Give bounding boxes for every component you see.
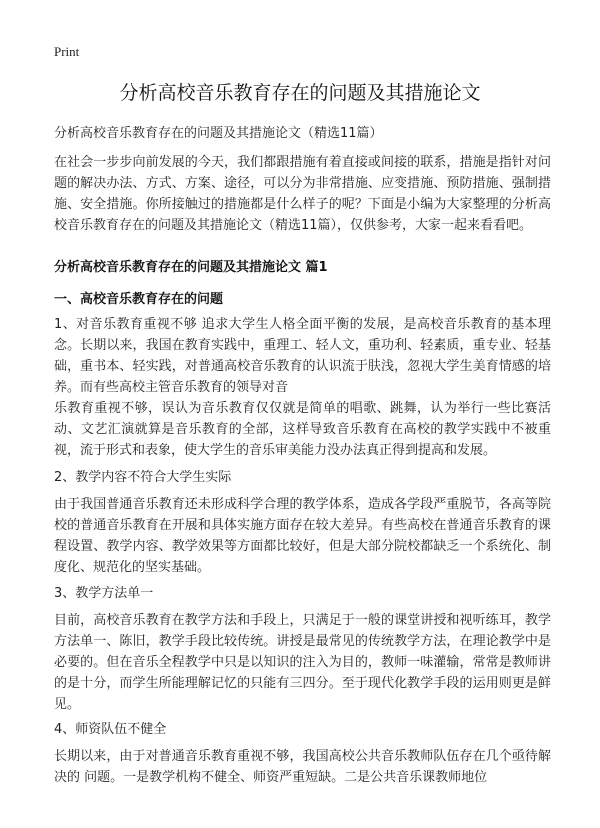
item-4-paragraph: 长期以来，由于对普通音乐教育重视不够，我国高校公共音乐教师队伍存在几个亟待解决的 问题。一是教学机构不健全、师资严重短缺。二是公共音乐课教师地位 <box>54 749 551 785</box>
section-heading: 一、高校音乐教育存在的问题 <box>54 292 224 307</box>
item-1-paragraph-2: 乐教育重视不够，误认为音乐教育仅仅就是简单的唱歌、跳舞，认为举行一些比赛活动、文艺汇演就算是音乐教育的全部，这样导致音乐教育在高校的教学实践中不被重视，流于形式和表象，使大学生的音乐审美能力没办法真正得到提高和发展。 <box>54 401 551 458</box>
article-heading: 分析高校音乐教育存在的问题及其措施论文 篇1 <box>54 260 328 275</box>
subtitle: 分析高校音乐教育存在的问题及其措施论文（精选11篇） <box>54 126 383 141</box>
intro-paragraph: 在社会一步步向前发展的今天，我们都跟措施有着直接或间接的联系，措施是指针对问题的解决办法、方式、方案、途径，可以分为非常措施、应变措施、预防措施、强制措施、安全措施。你所接触过的措施都是什么样子的呢？下面是小编为大家整理的分析高校音乐教育存在的问题及其措施论文（精选11篇），仅供参考，大家一起来看看吧。 <box>54 155 551 233</box>
print-link[interactable]: Print <box>54 44 80 59</box>
item-2-paragraph: 由于我国普通音乐教育还未形成科学合理的教学体系，造成各学段严重脱节，各高等院校的普通音乐教育在开展和具体实施方面存在较大差异。有些高校在普通音乐教育的课程设置、教学内容、教学效果等方面都比较好，但是大部分院校都缺乏一个系统化、制度化、规范化的坚实基础。 <box>54 497 551 575</box>
item-3-heading: 3、教学方法单一 <box>54 586 154 601</box>
page-title: 分析高校音乐教育存在的问题及其措施论文 <box>119 82 481 104</box>
item-4-heading: 4、师资队伍不健全 <box>54 722 167 737</box>
item-1-paragraph-1: 1、对音乐教育重视不够 追求大学生人格全面平衡的发展，是高校音乐教育的基本理念。长期以来，我国在教育实践中，重理工、轻人文，重功利、轻素质，重专业、轻基础，重书本、轻实践，对普通高校音乐教育的认识流于肤浅，忽视大学生美育情感的培养。而有些高校主管音乐教育的领导对音 <box>54 317 551 395</box>
item-2-heading: 2、教学内容不符合大学生实际 <box>54 470 232 485</box>
item-3-paragraph: 目前，高校音乐教育在教学方法和手段上，只满足于一般的课堂讲授和视听练耳，教学方法单一、陈旧，教学手段比较传统。讲授是最常见的传统教学方法，在理论教学中是必要的。但在音乐全程教学中只是以知识的注入为目的，教师一味灌输，常常是教师讲的是十分，而学生所能理解记忆的只能有三四分。至于现代化教学手段的运用则更是鲜见。 <box>54 613 551 712</box>
